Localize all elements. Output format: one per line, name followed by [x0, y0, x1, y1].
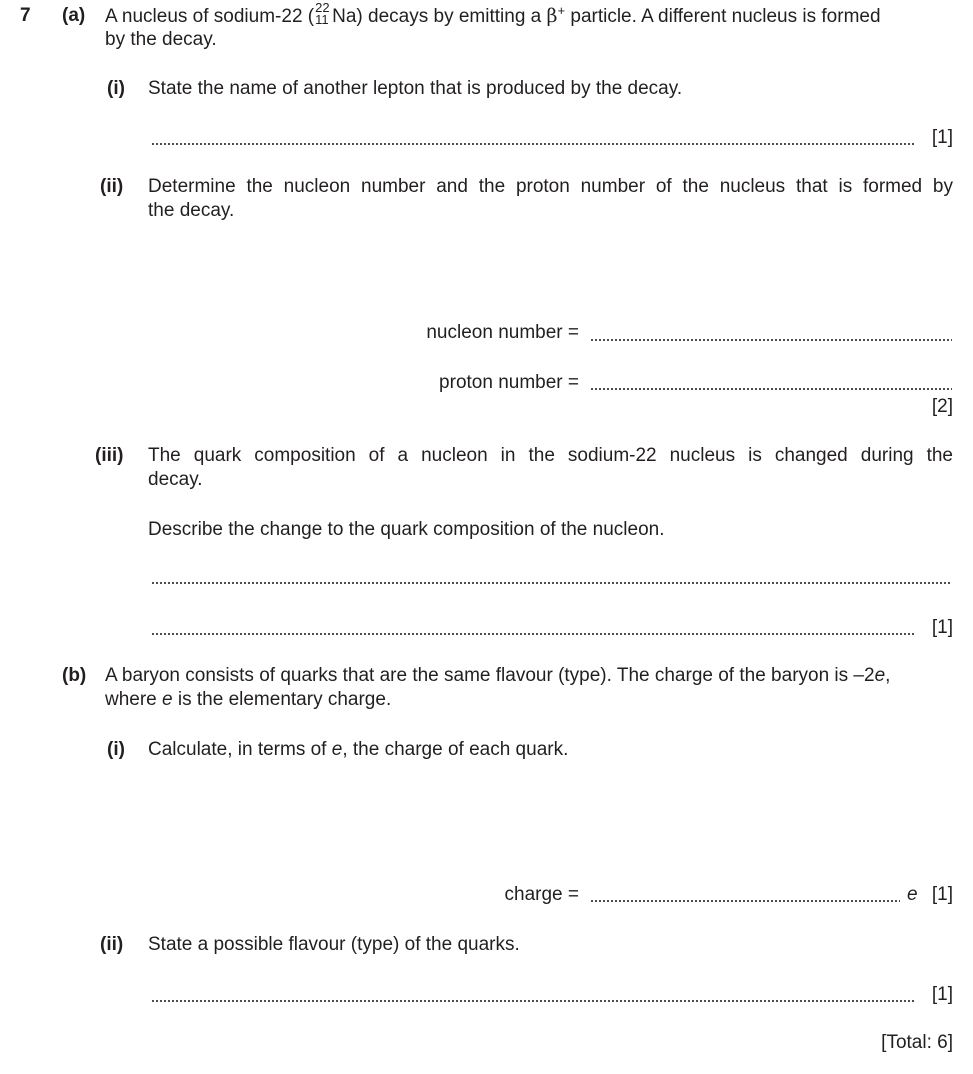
part-b-intro: A baryon consists of quarks that are the same flavour (type). The charge of the baryon is –2e,	[105, 665, 891, 686]
marks-b-ii: [1]	[931, 984, 953, 1005]
part-a-iii-question: The quark composition of a nucleon in the sodium-22 nucleus is changed during the	[148, 445, 953, 466]
marks-a-i: [1]	[931, 127, 953, 148]
part-b-label: (b)	[62, 665, 87, 686]
part-a-iii-prompt: Describe the change to the quark composition of the nucleon.	[148, 519, 665, 540]
answer-line-a-i[interactable]	[151, 143, 916, 145]
nucleon-number-answer-line[interactable]	[590, 339, 952, 341]
part-b-ii-question: State a possible flavour (type) of the quarks.	[148, 934, 520, 955]
marks-b-i: [1]	[931, 884, 953, 905]
part-b-i-label: (i)	[107, 739, 125, 760]
part-a-ii-question: Determine the nucleon number and the proton number of the nucleus that is formed by	[148, 176, 953, 197]
part-a-i-label: (i)	[107, 78, 125, 99]
answer-line-b-ii[interactable]	[151, 1000, 916, 1002]
total-marks: [Total: 6]	[881, 1032, 953, 1053]
part-a-iii-label: (iii)	[95, 445, 124, 466]
marks-a-iii: [1]	[931, 617, 953, 638]
part-a-i-question: State the name of another lepton that is produced by the decay.	[148, 78, 683, 99]
charge-answer-line[interactable]	[590, 900, 900, 902]
part-a-intro-line2: by the decay.	[105, 29, 217, 50]
part-a-ii-question-line2: the decay.	[148, 200, 235, 221]
marks-a-ii: [2]	[931, 396, 953, 417]
part-a-label: (a)	[62, 5, 86, 26]
proton-number-answer-line[interactable]	[590, 388, 952, 390]
sodium-isotope-notation: 22 11	[315, 0, 330, 27]
charge-label: charge =	[504, 884, 579, 905]
part-b-i-question: Calculate, in terms of e, the charge of each quark.	[148, 739, 569, 760]
part-b-ii-label: (ii)	[100, 934, 124, 955]
part-a-intro: A nucleus of sodium-22 ( 22 11 Na) decays by emitting a β+ particle. A different nucleus is formed	[105, 0, 881, 27]
part-b-intro-line2: where e is the elementary charge.	[105, 689, 392, 710]
nucleon-number-label: nucleon number =	[426, 322, 579, 343]
answer-line-a-iii-1[interactable]	[151, 582, 952, 584]
answer-line-a-iii-2[interactable]	[151, 633, 916, 635]
charge-unit: e	[907, 884, 918, 905]
proton-number-label: proton number =	[439, 372, 579, 393]
question-number: 7	[20, 5, 31, 26]
part-a-ii-label: (ii)	[100, 176, 124, 197]
part-a-iii-question-line2: decay.	[148, 469, 203, 490]
